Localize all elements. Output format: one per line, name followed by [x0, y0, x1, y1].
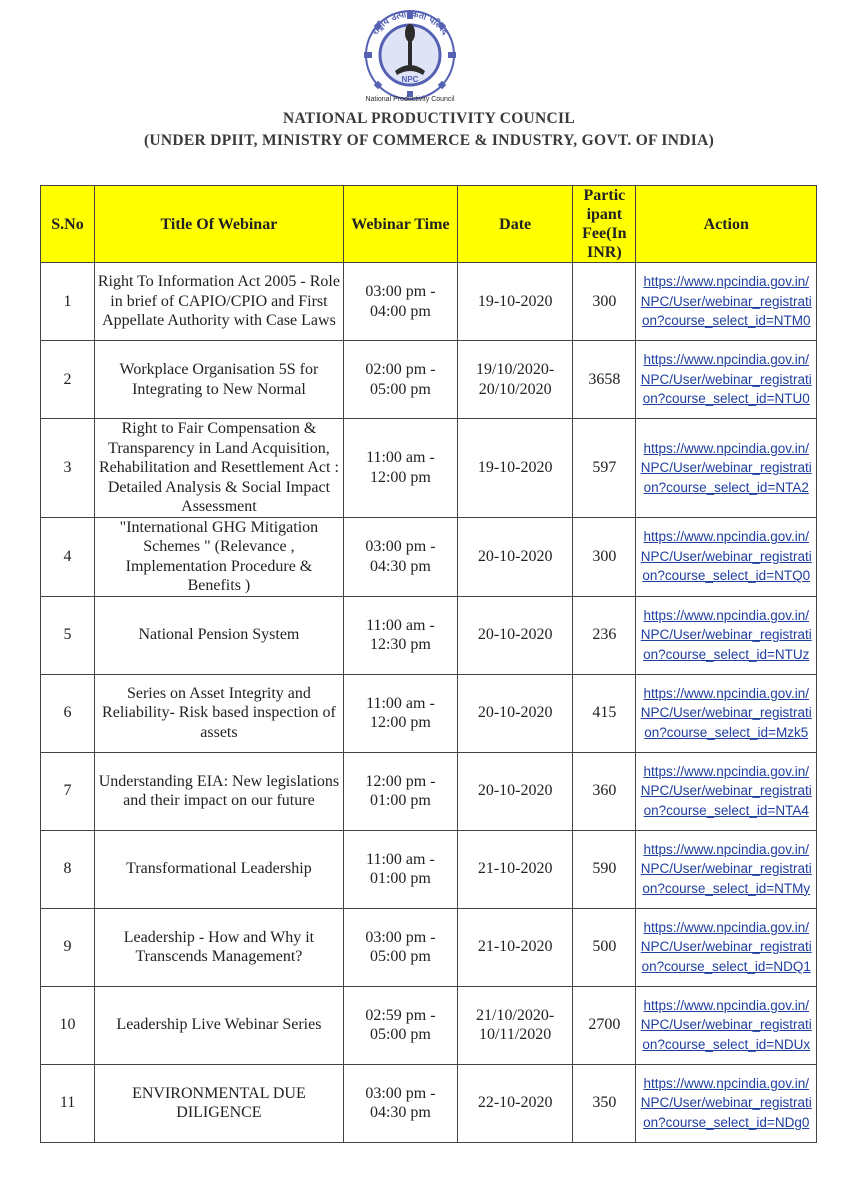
cell-time: 11:00 am - 01:00 pm	[343, 830, 457, 908]
cell-sno: 2	[41, 341, 95, 419]
org-name: NATIONAL PRODUCTIVITY COUNCIL	[282, 110, 576, 127]
cell-fee: 3658	[573, 341, 636, 419]
cell-date: 19/10/2020- 20/10/2020	[458, 341, 573, 419]
registration-link[interactable]: https://www.npcindia.gov.in/NPC/User/webinar_registration?course_select_id=NTUz	[636, 596, 817, 674]
cell-sno: 1	[41, 263, 95, 341]
cell-date: 20-10-2020	[458, 674, 573, 752]
table-row	[41, 752, 817, 830]
table-row	[41, 419, 817, 518]
table-row	[41, 1064, 817, 1142]
cell-sno: 9	[41, 908, 95, 986]
table-header-row	[41, 186, 817, 263]
cell-sno: 8	[41, 830, 95, 908]
cell-date: 21/10/2020- 10/11/2020	[458, 986, 573, 1064]
cell-fee: 2700	[573, 986, 636, 1064]
cell-date: 21-10-2020	[458, 908, 573, 986]
cell-sno: 10	[41, 986, 95, 1064]
cell-time: 02:00 pm - 05:00 pm	[343, 341, 457, 419]
registration-link[interactable]: https://www.npcindia.gov.in/NPC/User/webinar_registration?course_select_id=NTA4	[636, 752, 817, 830]
cell-fee: 415	[573, 674, 636, 752]
cell-title: Leadership - How and Why it Transcends Management?	[95, 908, 344, 986]
cell-fee: 300	[573, 263, 636, 341]
npc-emblem-icon	[345, 5, 475, 103]
col-header-fee: Partic ipant Fee(In INR)	[573, 186, 636, 263]
col-header-date: Date	[458, 186, 573, 263]
cell-title: Understanding EIA: New legislations and their impact on our future	[95, 752, 344, 830]
cell-date: 22-10-2020	[458, 1064, 573, 1142]
cell-title: National Pension System	[95, 596, 344, 674]
webinar-table	[40, 185, 817, 1143]
npc-logo	[345, 5, 475, 103]
table-row	[41, 830, 817, 908]
cell-date: 21-10-2020	[458, 830, 573, 908]
cell-title: Series on Asset Integrity and Reliability- Risk based inspection of assets	[95, 674, 344, 752]
cell-date: 20-10-2020	[458, 596, 573, 674]
cell-fee: 360	[573, 752, 636, 830]
cell-title: ENVIRONMENTAL DUE DILIGENCE	[95, 1064, 344, 1142]
cell-time: 02:59 pm - 05:00 pm	[343, 986, 457, 1064]
cell-sno: 7	[41, 752, 95, 830]
registration-link[interactable]: https://www.npcindia.gov.in/NPC/User/webinar_registration?course_select_id=NTQ0	[636, 517, 817, 596]
table-row	[41, 674, 817, 752]
registration-link[interactable]: https://www.npcindia.gov.in/NPC/User/webinar_registration?course_select_id=NDQ1	[636, 908, 817, 986]
org-subtitle: (UNDER DPIIT, MINISTRY OF COMMERCE & INDUSTRY, GOVT. OF INDIA)	[143, 132, 715, 149]
registration-link[interactable]: https://www.npcindia.gov.in/NPC/User/webinar_registration?course_select_id=NTM0	[636, 263, 817, 341]
cell-title: Workplace Organisation 5S for Integrating to New Normal	[95, 341, 344, 419]
cell-time: 03:00 pm - 04:30 pm	[343, 517, 457, 596]
cell-date: 19-10-2020	[458, 263, 573, 341]
table-row	[41, 263, 817, 341]
cell-time: 03:00 pm - 04:30 pm	[343, 1064, 457, 1142]
table-row	[41, 517, 817, 596]
cell-sno: 3	[41, 419, 95, 518]
cell-title: Transformational Leadership	[95, 830, 344, 908]
cell-fee: 500	[573, 908, 636, 986]
registration-link[interactable]: https://www.npcindia.gov.in/NPC/User/webinar_registration?course_select_id=NTU0	[636, 341, 817, 419]
table-row	[41, 986, 817, 1064]
logo-caption: National Productivity Council	[365, 96, 455, 103]
cell-date: 20-10-2020	[458, 752, 573, 830]
cell-fee: 350	[573, 1064, 636, 1142]
cell-time: 11:00 am - 12:30 pm	[343, 596, 457, 674]
registration-link[interactable]: https://www.npcindia.gov.in/NPC/User/webinar_registration?course_select_id=Mzk5	[636, 674, 817, 752]
col-header-title: Title Of Webinar	[95, 186, 344, 263]
cell-time: 03:00 pm - 04:00 pm	[343, 263, 457, 341]
cell-time: 11:00 am - 12:00 pm	[343, 419, 457, 518]
cell-date: 19-10-2020	[458, 419, 573, 518]
cell-title: Right To Information Act 2005 - Role in brief of CAPIO/CPIO and First Appellate Authority with Case Laws	[95, 263, 344, 341]
logo-arc-text: राष्ट्रीय उत्पादकता परिषद	[370, 9, 450, 38]
cell-sno: 6	[41, 674, 95, 752]
registration-link[interactable]: https://www.npcindia.gov.in/NPC/User/webinar_registration?course_select_id=NTMy	[636, 830, 817, 908]
col-header-time: Webinar Time	[343, 186, 457, 263]
col-header-action: Action	[636, 186, 817, 263]
cell-fee: 597	[573, 419, 636, 518]
registration-link[interactable]: https://www.npcindia.gov.in/NPC/User/webinar_registration?course_select_id=NDUx	[636, 986, 817, 1064]
table-row	[41, 908, 817, 986]
cell-time: 12:00 pm - 01:00 pm	[343, 752, 457, 830]
registration-link[interactable]: https://www.npcindia.gov.in/NPC/User/webinar_registration?course_select_id=NTA2	[636, 419, 817, 518]
cell-title: "International GHG Mitigation Schemes " (Relevance , Implementation Procedure & Benefits )	[95, 517, 344, 596]
col-header-sno: S.No	[41, 186, 95, 263]
cell-time: 03:00 pm - 05:00 pm	[343, 908, 457, 986]
cell-sno: 11	[41, 1064, 95, 1142]
cell-fee: 236	[573, 596, 636, 674]
svg-text:NPC: NPC	[401, 75, 419, 84]
org-header	[0, 108, 858, 152]
cell-sno: 4	[41, 517, 95, 596]
cell-title: Right to Fair Compensation & Transparency in Land Acquisition, Rehabilitation and Resettlement Act : Detailed Analysis & Social Impact Assessment	[95, 419, 344, 518]
cell-date: 20-10-2020	[458, 517, 573, 596]
cell-title: Leadership Live Webinar Series	[95, 986, 344, 1064]
cell-fee: 590	[573, 830, 636, 908]
cell-sno: 5	[41, 596, 95, 674]
table-row	[41, 341, 817, 419]
registration-link[interactable]: https://www.npcindia.gov.in/NPC/User/webinar_registration?course_select_id=NDg0	[636, 1064, 817, 1142]
cell-fee: 300	[573, 517, 636, 596]
cell-time: 11:00 am - 12:00 pm	[343, 674, 457, 752]
table-row	[41, 596, 817, 674]
